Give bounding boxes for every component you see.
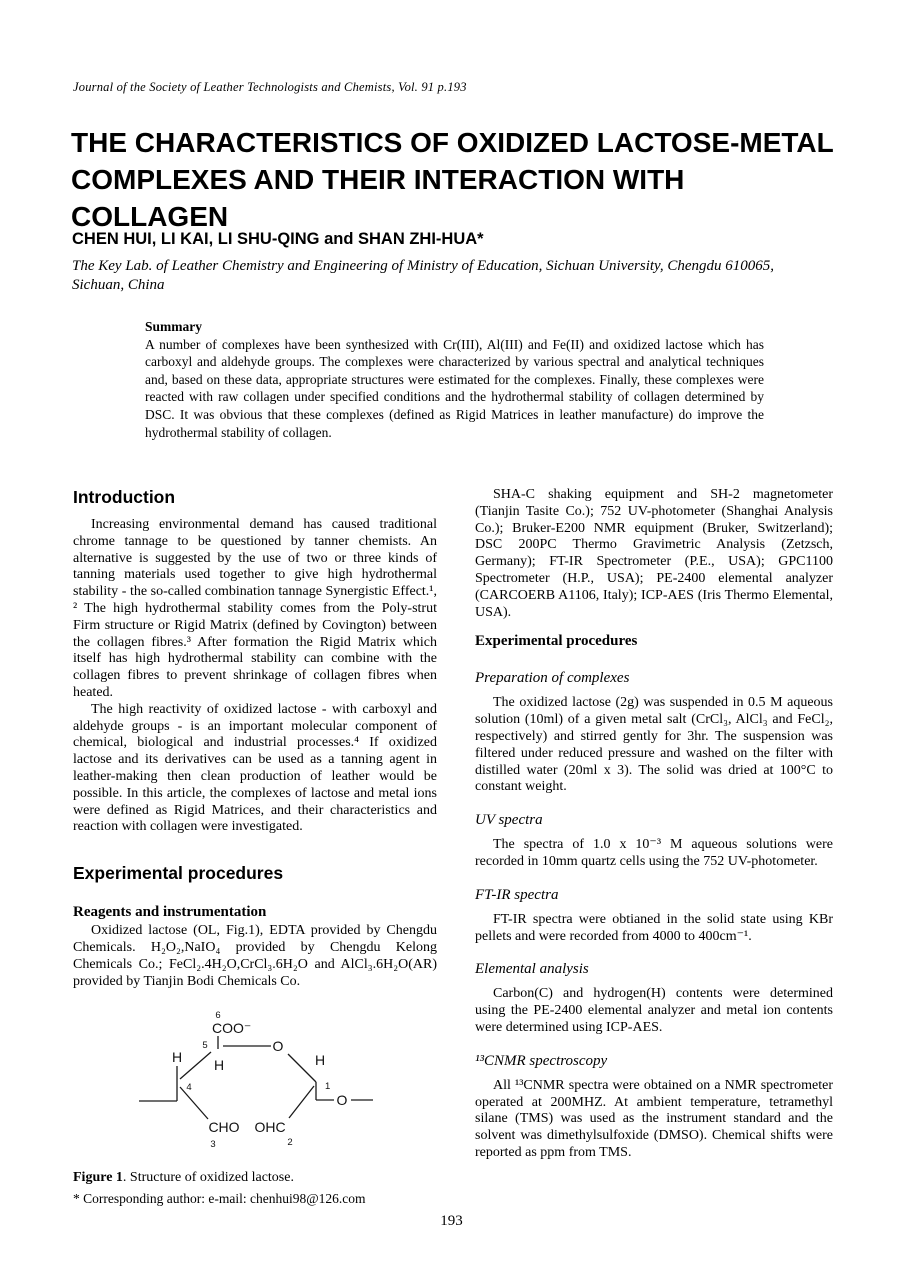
- carbon-number-6: 6: [215, 1010, 221, 1022]
- bond-line: [180, 1052, 211, 1079]
- glycosidic-oxygen-label: O: [336, 1092, 348, 1109]
- ring-oxygen-label: O: [272, 1038, 284, 1055]
- left-column: [73, 487, 437, 1207]
- cnmr-paragraph: All ¹³CNMR spectra were obtained on a NMR spectrometer operated at 200MHZ. At ambient temperature, tetramethyl silane (TMS) was used as the instrument standard and the solvent was dimethylsulfoxide (DMSO). Chemical shifts were reported as ppm from TMS.: [475, 1077, 833, 1160]
- intro-paragraph-1: Increasing environmental demand has caused traditional chrome tannage to be questioned by tanner chemists. An alternative is suggested by the use of two or three kinds of tanning materials used together to give high hydrothermal stability - the so-called combination tannage Synergistic Effect.¹, ² The high hydrothermal stability comes from the Poly-strut Firm structure or Rigid Matrix (defined by Covington) between the collagen fibres.³ After formation the Rigid Matrix which itself has high hydrothermal stability can combine with the collagen fibres to prevent shrinkage of collagen fibres when heated.: [73, 517, 437, 700]
- carbon-number-3: 3: [210, 1139, 216, 1151]
- hydrogen-label-c5: H: [213, 1057, 225, 1074]
- subsection-heading-experimental-procedures: Experimental procedures: [475, 633, 638, 650]
- subsection-heading-ftir-spectra: FT-IR spectra: [475, 886, 559, 903]
- section-heading-introduction: Introduction: [73, 487, 176, 507]
- subsection-heading-preparation: Preparation of complexes: [475, 670, 630, 687]
- article-title: THE CHARACTERISTICS OF OXIDIZED LACTOSE-METAL COMPLEXES AND THEIR INTERACTION WITH COLLAGEN: [71, 127, 834, 232]
- aldehyde-group-label-ohc: OHC: [254, 1119, 286, 1136]
- ftir-spectra-paragraph: FT-IR spectra were obtianed in the solid state using KBr pellets and were recorded from 4000 to 400cm⁻¹.: [475, 911, 833, 944]
- affiliation-line: The Key Lab. of Leather Chemistry and Engineering of Ministry of Education, Sichuan University, Chengdu 610065, Sichuan, China: [72, 258, 775, 293]
- subsection-heading-uv-spectra: UV spectra: [475, 812, 543, 829]
- uv-spectra-paragraph: The spectra of 1.0 x 10⁻³ M aqueous solutions were recorded in 10mm quartz cells using the 752 UV-photometer.: [475, 837, 833, 869]
- subsection-heading-reagents: Reagents and instrumentation: [73, 904, 267, 921]
- corresponding-author-footnote: * Corresponding author: e-mail: chenhui98@126.com: [73, 1191, 366, 1207]
- carboxylate-group-label: COO⁻: [212, 1020, 252, 1037]
- section-heading-experimental: Experimental procedures: [73, 863, 284, 884]
- intro-paragraph-2: The high reactivity of oxidized lactose - with carboxyl and aldehyde groups - is an important molecular component of chemical, biological and industrial processes.⁴ If oxidized lactose and its derivatives can be used as a tanning agent in leather-making then clean production of leather would be possible. In this article, the complexes of lactose and metal ions were defined as Rigid Matrices, and their characteristics and reaction with collagen were investigated.: [73, 701, 437, 835]
- carbon-number-1: 1: [325, 1081, 331, 1093]
- carbon-number-4: 4: [186, 1082, 192, 1094]
- hydrogen-label-c1: H: [314, 1052, 326, 1069]
- page-number: 193: [440, 1213, 463, 1229]
- subsection-heading-cnmr-spectroscopy: ¹³CNMR spectroscopy: [475, 1052, 608, 1069]
- hydrogen-label-c4: H: [171, 1049, 183, 1066]
- right-column: [475, 487, 833, 1162]
- summary-text: A number of complexes have been synthesized with Cr(III), Al(III) and Fe(II) and oxidized lactose which has carboxyl and aldehyde groups. The complexes were characterized by various spectral and analytical techniques and, based on these data, appropriate structures were estimated for the complexes. Finally, these complexes were reacted with raw collagen under specified conditions and the hydrothermal stability of collagen determined by DSC. It was obvious that these complexes (defined as Rigid Matrices in leather manufacture) do improve the hydrothermal stability of collagen.: [145, 336, 764, 440]
- carbon-number-5: 5: [202, 1040, 208, 1052]
- bond-line: [289, 1086, 314, 1118]
- carbon-number-2: 2: [287, 1137, 293, 1149]
- figure-caption-label: Figure 1: [73, 1170, 123, 1186]
- reagents-paragraph: Oxidized lactose (OL, Fig.1), EDTA provided by Chengdu Chemicals. H₂O₂,NaIO₄ provided by Chengdu Kelong Chemicals Co.; FeCl₂.4H₂O,CrCl₃.6H₂O and AlCl₃.6H₂O(AR) provided by Tianjin Bodi Chemicals Co.: [73, 923, 437, 989]
- figure-caption: [73, 1170, 437, 1186]
- instrumentation-paragraph: SHA-C shaking equipment and SH-2 magnetometer (Tianjin Tasite Co.); 752 UV-photometer (Shanghai Analysis Co.); Bruker-E200 NMR equipment (Bruker, Switzerland); DSC 200PC Thermo Gravimetric Analysis (Zetzsch, Germany); FT-IR Spectrometer (P.E., USA); GPC1100 Spectrometer (H.P., USA); PE-2400 elemental analyzer (CARCOERB A1106, Italy); ICP-AES (Iris Thermo Elemental, USA).: [475, 487, 833, 620]
- preparation-paragraph: The oxidized lactose (2g) was suspended in 0.5 M aqueous solution (10ml) of a given metal salt (CrCl₃, AlCl₃ and FeCl₂, respectively) and stirred gently for 3hr. The suspension was filtered under reduced pressure and washed on the filter with distilled water (20ml x 3). The solid was dried at 100°C to constant weight.: [475, 695, 833, 795]
- authors-line: CHEN HUI, LI KAI, LI SHU-QING and SHAN ZHI-HUA*: [72, 230, 484, 248]
- summary-block: [145, 318, 764, 441]
- aldehyde-group-label-cho: CHO: [208, 1119, 240, 1136]
- figure-caption-text: . Structure of oxidized lactose.: [122, 1170, 294, 1186]
- elemental-analysis-paragraph: Carbon(C) and hydrogen(H) contents were determined using the PE-2400 elemental analyzer and metal ion contents were determined using ICP-AES.: [475, 986, 833, 1035]
- figure-1-chemical-structure: [135, 1002, 375, 1154]
- journal-header: Journal of the Society of Leather Technologists and Chemists, Vol. 91 p.193: [73, 80, 467, 94]
- summary-heading: Summary: [145, 319, 202, 334]
- subsection-heading-elemental-analysis: Elemental analysis: [475, 961, 589, 978]
- bond-line: [288, 1054, 316, 1082]
- bond-line: [180, 1087, 208, 1119]
